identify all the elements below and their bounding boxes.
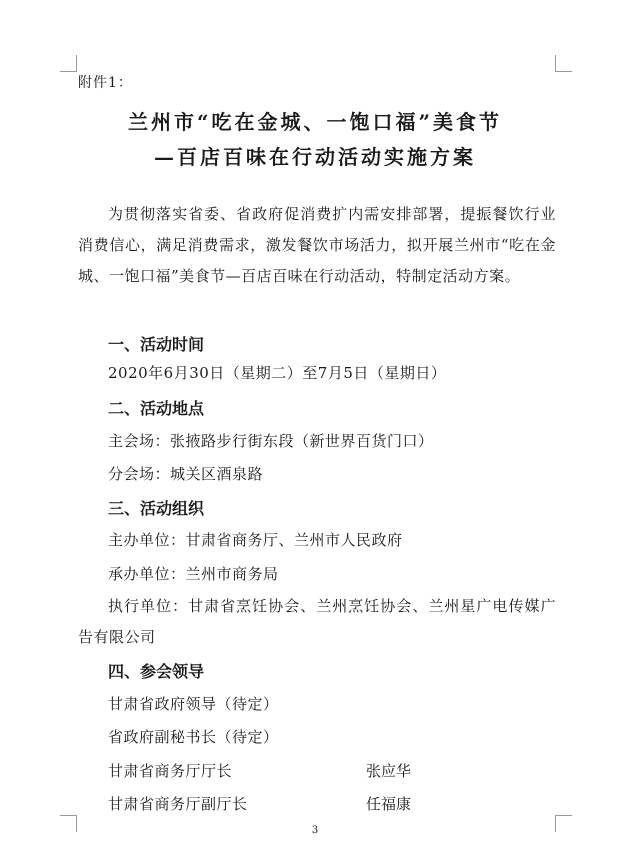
leader-title: 甘肃省政府领导（待定）: [108, 695, 279, 713]
executor-unit: 执行单位：甘肃省烹饪协会、兰州烹饪协会、兰州星广电传媒广告有限公司: [78, 597, 556, 646]
section-time-heading: 一、活动时间: [108, 335, 205, 354]
crop-mark-top-right: [555, 55, 572, 72]
sub-venue: 分会场：城关区酒泉路: [108, 465, 264, 483]
section-location-heading: 二、活动地点: [108, 399, 205, 418]
event-dates: 2020年6月30日（星期二）至7月5日（星期日）: [108, 364, 447, 382]
leader-name: 任福康: [366, 795, 412, 813]
document-title-line2: —百店百味在行动活动实施方案: [154, 145, 476, 169]
crop-mark-top-left: [60, 55, 77, 72]
page-number: 3: [311, 825, 319, 836]
intro-paragraph: 为贯彻落实省委、省政府促消费扩内需安排部署，提振餐饮行业消费信心，满足消费需求，激发餐饮市场活力，拟开展兰州市“吃在金城、一饱口福”美食节—百店百味在行动活动，特制定活动方案。: [78, 205, 556, 285]
leader-title: 省政府副秘书长（待定）: [108, 728, 279, 746]
document-title-line1: 兰州市“吃在金城、一饱口福”美食节: [127, 110, 502, 134]
section-organization-heading: 三、活动组织: [108, 499, 205, 518]
main-venue: 主会场：张掖路步行街东段（新世界百货门口）: [108, 432, 434, 450]
leader-title: 甘肃省商务厅副厅长: [108, 795, 248, 813]
host-unit: 主办单位：甘肃省商务厅、兰州市人民政府: [108, 531, 403, 549]
section-leaders-heading: 四、参会领导: [108, 662, 205, 681]
organizer-unit: 承办单位：兰州市商务局: [108, 565, 279, 583]
leader-name: 张应华: [366, 762, 412, 780]
attachment-label: 附件1：: [78, 75, 133, 91]
leader-title: 甘肃省商务厅厅长: [108, 762, 233, 780]
